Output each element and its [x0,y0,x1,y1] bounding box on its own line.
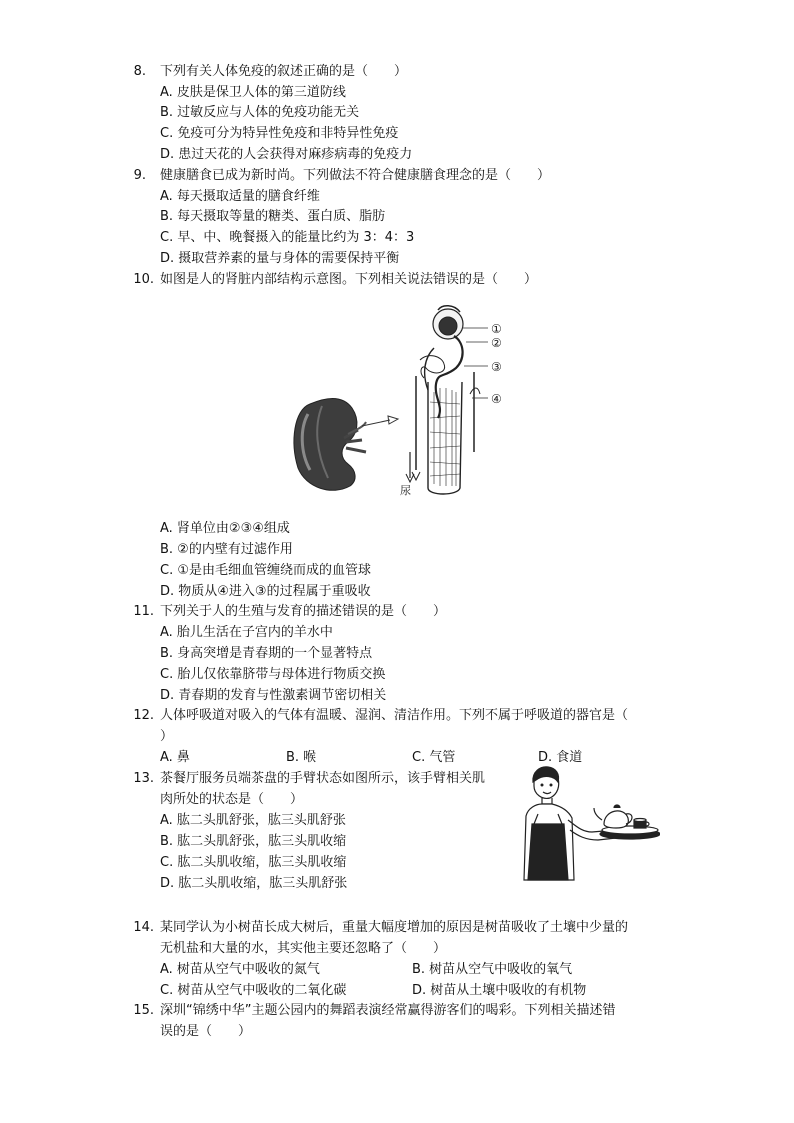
option-b: B. 树苗从空气中吸收的氧气 [412,962,573,977]
kidney-diagram [288,302,522,498]
kidney-illustration [294,399,366,491]
question-stem-cont: ） [160,729,174,744]
option-b: B. 肱二头肌舒张，肱三头肌收缩 [160,834,347,849]
question-number: 10. [133,272,154,287]
question-stem: 下列有关人体免疫的叙述正确的是（ ） [160,64,408,79]
option-c: C. 树苗从空气中吸收的二氧化碳 [160,983,347,998]
option-c: C. 气管 [412,750,456,765]
option-c: C. ①是由毛细血管缠绕而成的血管球 [160,563,371,578]
option-a: A. 每天摄取适量的膳食纤维 [160,189,320,204]
option-c: C. 早、中、晚餐摄入的能量比约为 3：4：3 [160,230,415,245]
option-a: A. 肾单位由②③④组成 [160,521,290,536]
label-4: ④ [491,392,502,406]
label-urine: 尿 [400,484,411,497]
option-d: D. 青春期的发育与性激素调节密切相关 [160,688,387,703]
question-stem: 深圳“锦绣中华”主题公园内的舞蹈表演经常赢得游客们的喝彩。下列相关描述错 [160,1003,616,1018]
option-a: A. 鼻 [160,750,190,765]
question-stem: 健康膳食已成为新时尚。下列做法不符合健康膳食理念的是（ ） [160,168,551,183]
question-stem-cont: 肉所处的状态是（ ） [160,792,304,807]
question-number: 12. [133,708,154,723]
question-number: 13. [133,771,154,786]
question-stem: 人体呼吸道对吸入的气体有温暖、湿润、清洁作用。下列不属于呼吸道的器官是（ [160,708,629,723]
question-number: 14. [133,920,154,935]
question-stem: 下列关于人的生殖与发育的描述错误的是（ ） [160,604,447,619]
option-c: C. 肱二头肌收缩，肱三头肌收缩 [160,855,347,870]
option-b: B. 身高突增是青春期的一个显著特点 [160,646,373,661]
nephron-illustration [406,306,480,494]
option-d: D. 患过天花的人会获得对麻疹病毒的免疫力 [160,147,413,162]
option-a: A. 胎儿生活在子宫内的羊水中 [160,625,333,640]
option-d: D. 肱二头肌收缩，肱三头肌舒张 [160,876,348,891]
waiter-illustration [520,764,660,882]
option-a: A. 肱二头肌舒张，肱三头肌舒张 [160,813,346,828]
label-3: ③ [491,360,502,374]
option-a: A. 皮肤是保卫人体的第三道防线 [160,85,346,100]
option-a: A. 树苗从空气中吸收的氮气 [160,962,320,977]
question-stem: 如图是人的肾脏内部结构示意图。下列相关说法错误的是（ ） [160,272,538,287]
label-1: ① [491,322,502,336]
option-d: D. 食道 [538,750,583,765]
question-number: 11. [133,604,154,619]
question-number: 15. [133,1003,154,1018]
option-b: B. ②的内壁有过滤作用 [160,542,293,557]
question-number: 9. [133,168,146,183]
option-b: B. 喉 [286,750,317,765]
label-lines [462,328,488,398]
question-stem: 某同学认为小树苗长成大树后，重量大幅度增加的原因是树苗吸收了土壤中少量的 [160,920,629,935]
option-d: D. 摄取营养素的量与身体的需要保持平衡 [160,251,400,266]
option-d: D. 物质从④进入③的过程属于重吸收 [160,584,371,599]
question-stem-cont: 无机盐和大量的水，其实他主要还忽略了（ ） [160,941,447,956]
question-stem: 茶餐厅服务员端茶盘的手臂状态如图所示，该手臂相关肌 [160,771,486,786]
option-c: C. 免疫可分为特异性免疫和非特异性免疫 [160,126,399,141]
question-number: 8. [133,64,146,79]
option-d: D. 树苗从土壤中吸收的有机物 [412,983,587,998]
option-c: C. 胎儿仅依靠脐带与母体进行物质交换 [160,667,386,682]
label-2: ② [491,336,502,350]
option-b: B. 每天摄取等量的糖类、蛋白质、脂肪 [160,209,386,224]
option-b: B. 过敏反应与人体的免疫功能无关 [160,105,360,120]
question-stem-cont: 误的是（ ） [160,1024,252,1039]
